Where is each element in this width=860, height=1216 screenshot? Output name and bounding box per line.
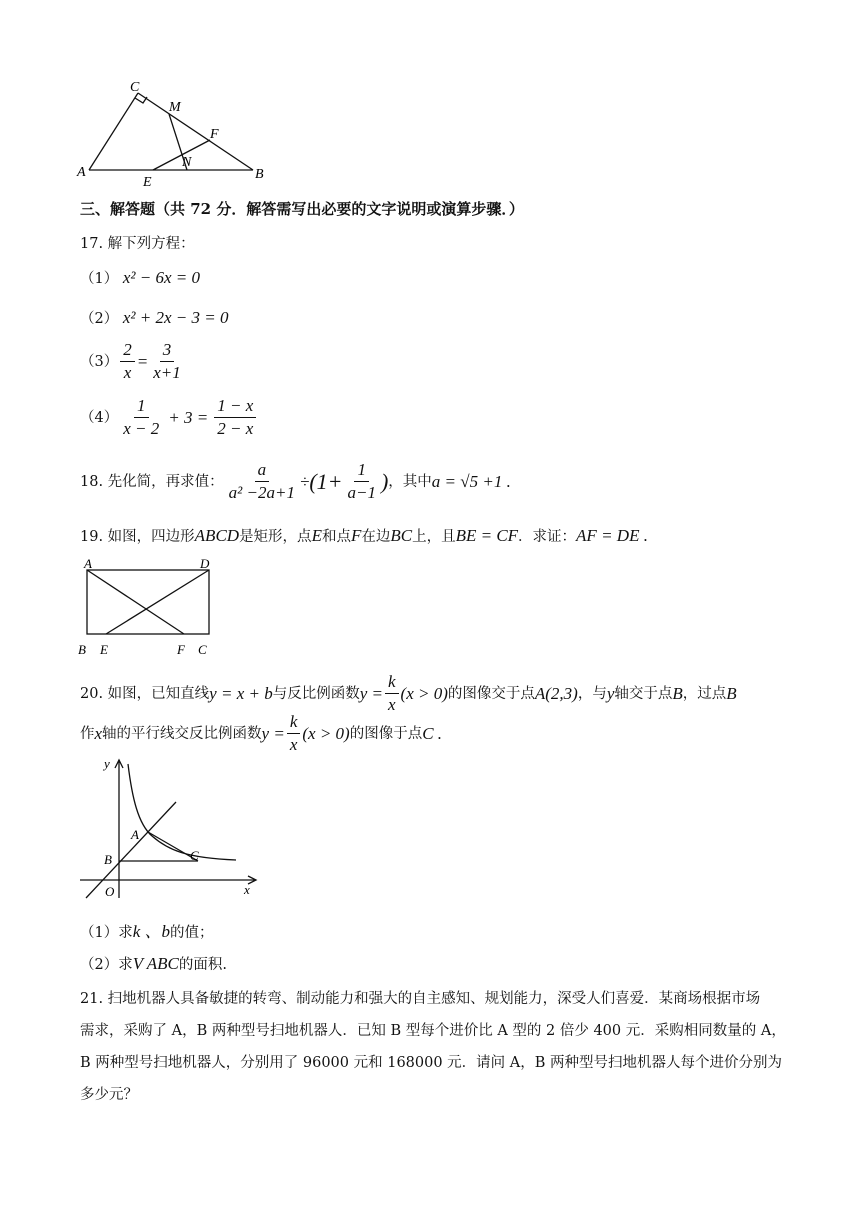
- q20-func-num: k: [385, 672, 399, 694]
- q17-item-3-rhs-den: x+1: [153, 363, 181, 382]
- q21-line-4: 多少元？: [80, 1087, 138, 1103]
- rect-label-b: B: [78, 642, 86, 657]
- q19-text-f: ．求证：: [518, 529, 577, 545]
- q18-paren-left: (1+: [309, 468, 343, 494]
- q19-abcd: ABCD: [194, 526, 240, 545]
- q17-item-1-num: （1）: [80, 271, 119, 287]
- q19-point-f: F: [350, 526, 362, 545]
- q17-item-4-rhs-den: 2 − x: [217, 419, 254, 438]
- q18-fraction-1: [226, 460, 298, 503]
- q17-stem: 17. 解下列方程：: [80, 236, 195, 252]
- q17-item-4: [80, 396, 258, 439]
- q17-item-3-rhs-fraction: [150, 340, 184, 383]
- label-a: A: [77, 165, 86, 180]
- q18-fraction-1-den: a² −2a+1: [228, 483, 295, 502]
- q20-text-e: 轴交于点: [614, 685, 673, 702]
- coord-label-y: y: [104, 756, 110, 771]
- q20-y-axis-name: y: [606, 683, 615, 703]
- q20-func-den-2: x: [289, 735, 298, 754]
- q20-point-c: C .: [422, 723, 443, 743]
- q20-sub-2: [80, 954, 227, 975]
- q17-item-3-lhs-fraction: [120, 340, 135, 383]
- segment-ac: [89, 93, 138, 170]
- label-b: B: [255, 167, 264, 182]
- q20-text-i: 的图像于点: [349, 725, 423, 742]
- q20-func-num-2: k: [287, 712, 301, 734]
- q20-sub-2-end: 的面积.: [178, 957, 227, 973]
- q17-item-4-rhs-num: 1 − x: [214, 396, 256, 418]
- rectangle-abcd: [87, 570, 209, 634]
- q20-domain: (x > 0): [400, 683, 448, 703]
- q20-sub-2-var: V ABC: [132, 954, 179, 973]
- q20-line-equation: y = x + b: [209, 683, 273, 703]
- label-c: C: [130, 80, 140, 95]
- q20-func-lhs-2: y =: [261, 723, 285, 743]
- q20-text-a: 20. 如图，已知直线: [80, 685, 210, 702]
- q19-text-b: 是矩形，点: [239, 529, 312, 545]
- q20-text-c: 的图像交于点: [447, 685, 535, 702]
- rect-label-a: A: [84, 556, 92, 571]
- q21-line-2: 需求，采购了 A，B 两种型号扫地机器人．已知 B 型每个进价比 A 型的 2 倍少 400 元．采购相同数量的 A，: [80, 1023, 786, 1039]
- q19-text-c: 和点: [321, 529, 351, 545]
- q19-text-e: 上，且: [412, 529, 456, 545]
- q17-item-4-lhs-fraction: [120, 396, 162, 439]
- q17-item-4-lhs-den: x − 2: [123, 419, 160, 438]
- segment-af: [87, 570, 184, 634]
- q18-where: ，其中: [388, 473, 432, 490]
- rect-label-f: F: [177, 642, 185, 657]
- coord-label-b: B: [104, 852, 112, 867]
- q20-func-fraction-2: [287, 712, 301, 755]
- segment-cb: [138, 93, 253, 170]
- q18-fraction-2-den: a−1: [347, 483, 376, 502]
- q18-paren-right: ): [380, 468, 389, 494]
- q20-sub-1: [80, 922, 214, 943]
- label-m: M: [169, 100, 181, 115]
- rect-label-c: C: [198, 642, 207, 657]
- q21-line-3: B 两种型号扫地机器人，分别用了 96000 元和 168000 元．请问 A，B 两种型号扫地机器人每个进价分别为: [80, 1055, 783, 1071]
- q20-domain-2: (x > 0): [302, 723, 350, 743]
- q18-value: a = √5 +1 .: [431, 471, 511, 491]
- q20-line-1: [80, 672, 737, 715]
- q20-text-d: ，与: [577, 685, 607, 702]
- q19-bc: BC: [390, 526, 413, 545]
- q20-point-a: A(2,3): [534, 683, 578, 703]
- q20-point-b: B: [672, 683, 683, 703]
- q20-x-axis-name: x: [94, 723, 103, 743]
- q20-sub-1-vars: k 、b: [132, 922, 171, 941]
- rect-label-d: D: [200, 556, 210, 571]
- q17-item-2: [80, 308, 228, 329]
- q17-item-1-eq: x² − 6x = 0: [122, 268, 200, 287]
- q19-text-a: 19. 如图，四边形: [80, 529, 195, 545]
- rect-label-e: E: [100, 642, 108, 657]
- q17-item-3-lhs-den: x: [123, 363, 132, 382]
- q18: [80, 460, 511, 503]
- q18-fraction-2-num: 1: [354, 460, 369, 482]
- q19-point-e: E: [311, 526, 322, 545]
- q20-sub-1-end: 的值；: [170, 925, 214, 941]
- q17-item-4-rhs-fraction: [214, 396, 256, 439]
- q20-func-den: x: [388, 695, 396, 714]
- q17-item-4-mid: + 3 =: [168, 407, 209, 427]
- q20-text-g: 作: [80, 725, 95, 742]
- q20-sub-1-text: （1）求: [80, 925, 133, 941]
- q17-item-3-num: （3）: [80, 353, 119, 370]
- q20-text-f: ，过点: [682, 685, 727, 702]
- q18-prefix: 18. 先化简，再求值：: [80, 473, 224, 490]
- label-n: N: [182, 155, 192, 170]
- label-f: F: [210, 127, 219, 142]
- q17-item-4-num: （4）: [80, 409, 119, 426]
- q17-item-3-lhs-num: 2: [120, 340, 135, 362]
- coord-label-a: A: [131, 827, 139, 842]
- coord-label-c: C: [190, 848, 199, 863]
- q19-goal: AF = DE .: [576, 526, 648, 545]
- q19-condition: BE = CF: [455, 526, 519, 545]
- q20-sub-2-text: （2）求: [80, 957, 133, 973]
- q20-point-b-2: B: [726, 683, 737, 703]
- q19-stem: [80, 526, 648, 547]
- coord-label-x: x: [244, 882, 250, 897]
- q20-text-h: 轴的平行线交反比例函数: [102, 725, 262, 742]
- coordinate-figure: [76, 752, 266, 902]
- q18-fraction-1-num: a: [255, 460, 270, 482]
- segment-de: [106, 570, 209, 634]
- q17-item-2-num: （2）: [80, 311, 119, 327]
- q20-func-fraction: [385, 672, 399, 715]
- coord-label-o: O: [105, 884, 115, 899]
- hyperbola-curve: [128, 764, 236, 860]
- rectangle-figure: [76, 556, 226, 660]
- q21-line-1: 21. 扫地机器人具备敏捷的转弯、制动能力和强大的自主感知、规划能力，深受人们喜爱．某商场根据市场: [80, 991, 761, 1007]
- q17-item-3-rhs-num: 3: [160, 340, 175, 362]
- triangle-figure: [75, 78, 275, 188]
- q20-line-2: [80, 712, 442, 755]
- q17-item-2-eq: x² + 2x − 3 = 0: [122, 308, 229, 327]
- q17-item-4-lhs-num: 1: [134, 396, 149, 418]
- q17-item-1: [80, 268, 200, 289]
- q17-item-3-eq-sign: =: [136, 351, 149, 371]
- q18-fraction-2: [344, 460, 378, 503]
- q18-divide-sign: ÷: [299, 471, 310, 491]
- q20-func-lhs: y =: [359, 683, 383, 703]
- section-heading: 三、解答题（共 72 分．解答需写出必要的文字说明或演算步骤．）: [80, 200, 524, 218]
- q17-item-3: [80, 340, 186, 383]
- label-e: E: [143, 175, 152, 188]
- q19-text-d: 在边: [361, 529, 391, 545]
- line-y-equals-x-plus-b: [86, 802, 176, 898]
- q20-text-b: 与反比例函数: [272, 685, 360, 702]
